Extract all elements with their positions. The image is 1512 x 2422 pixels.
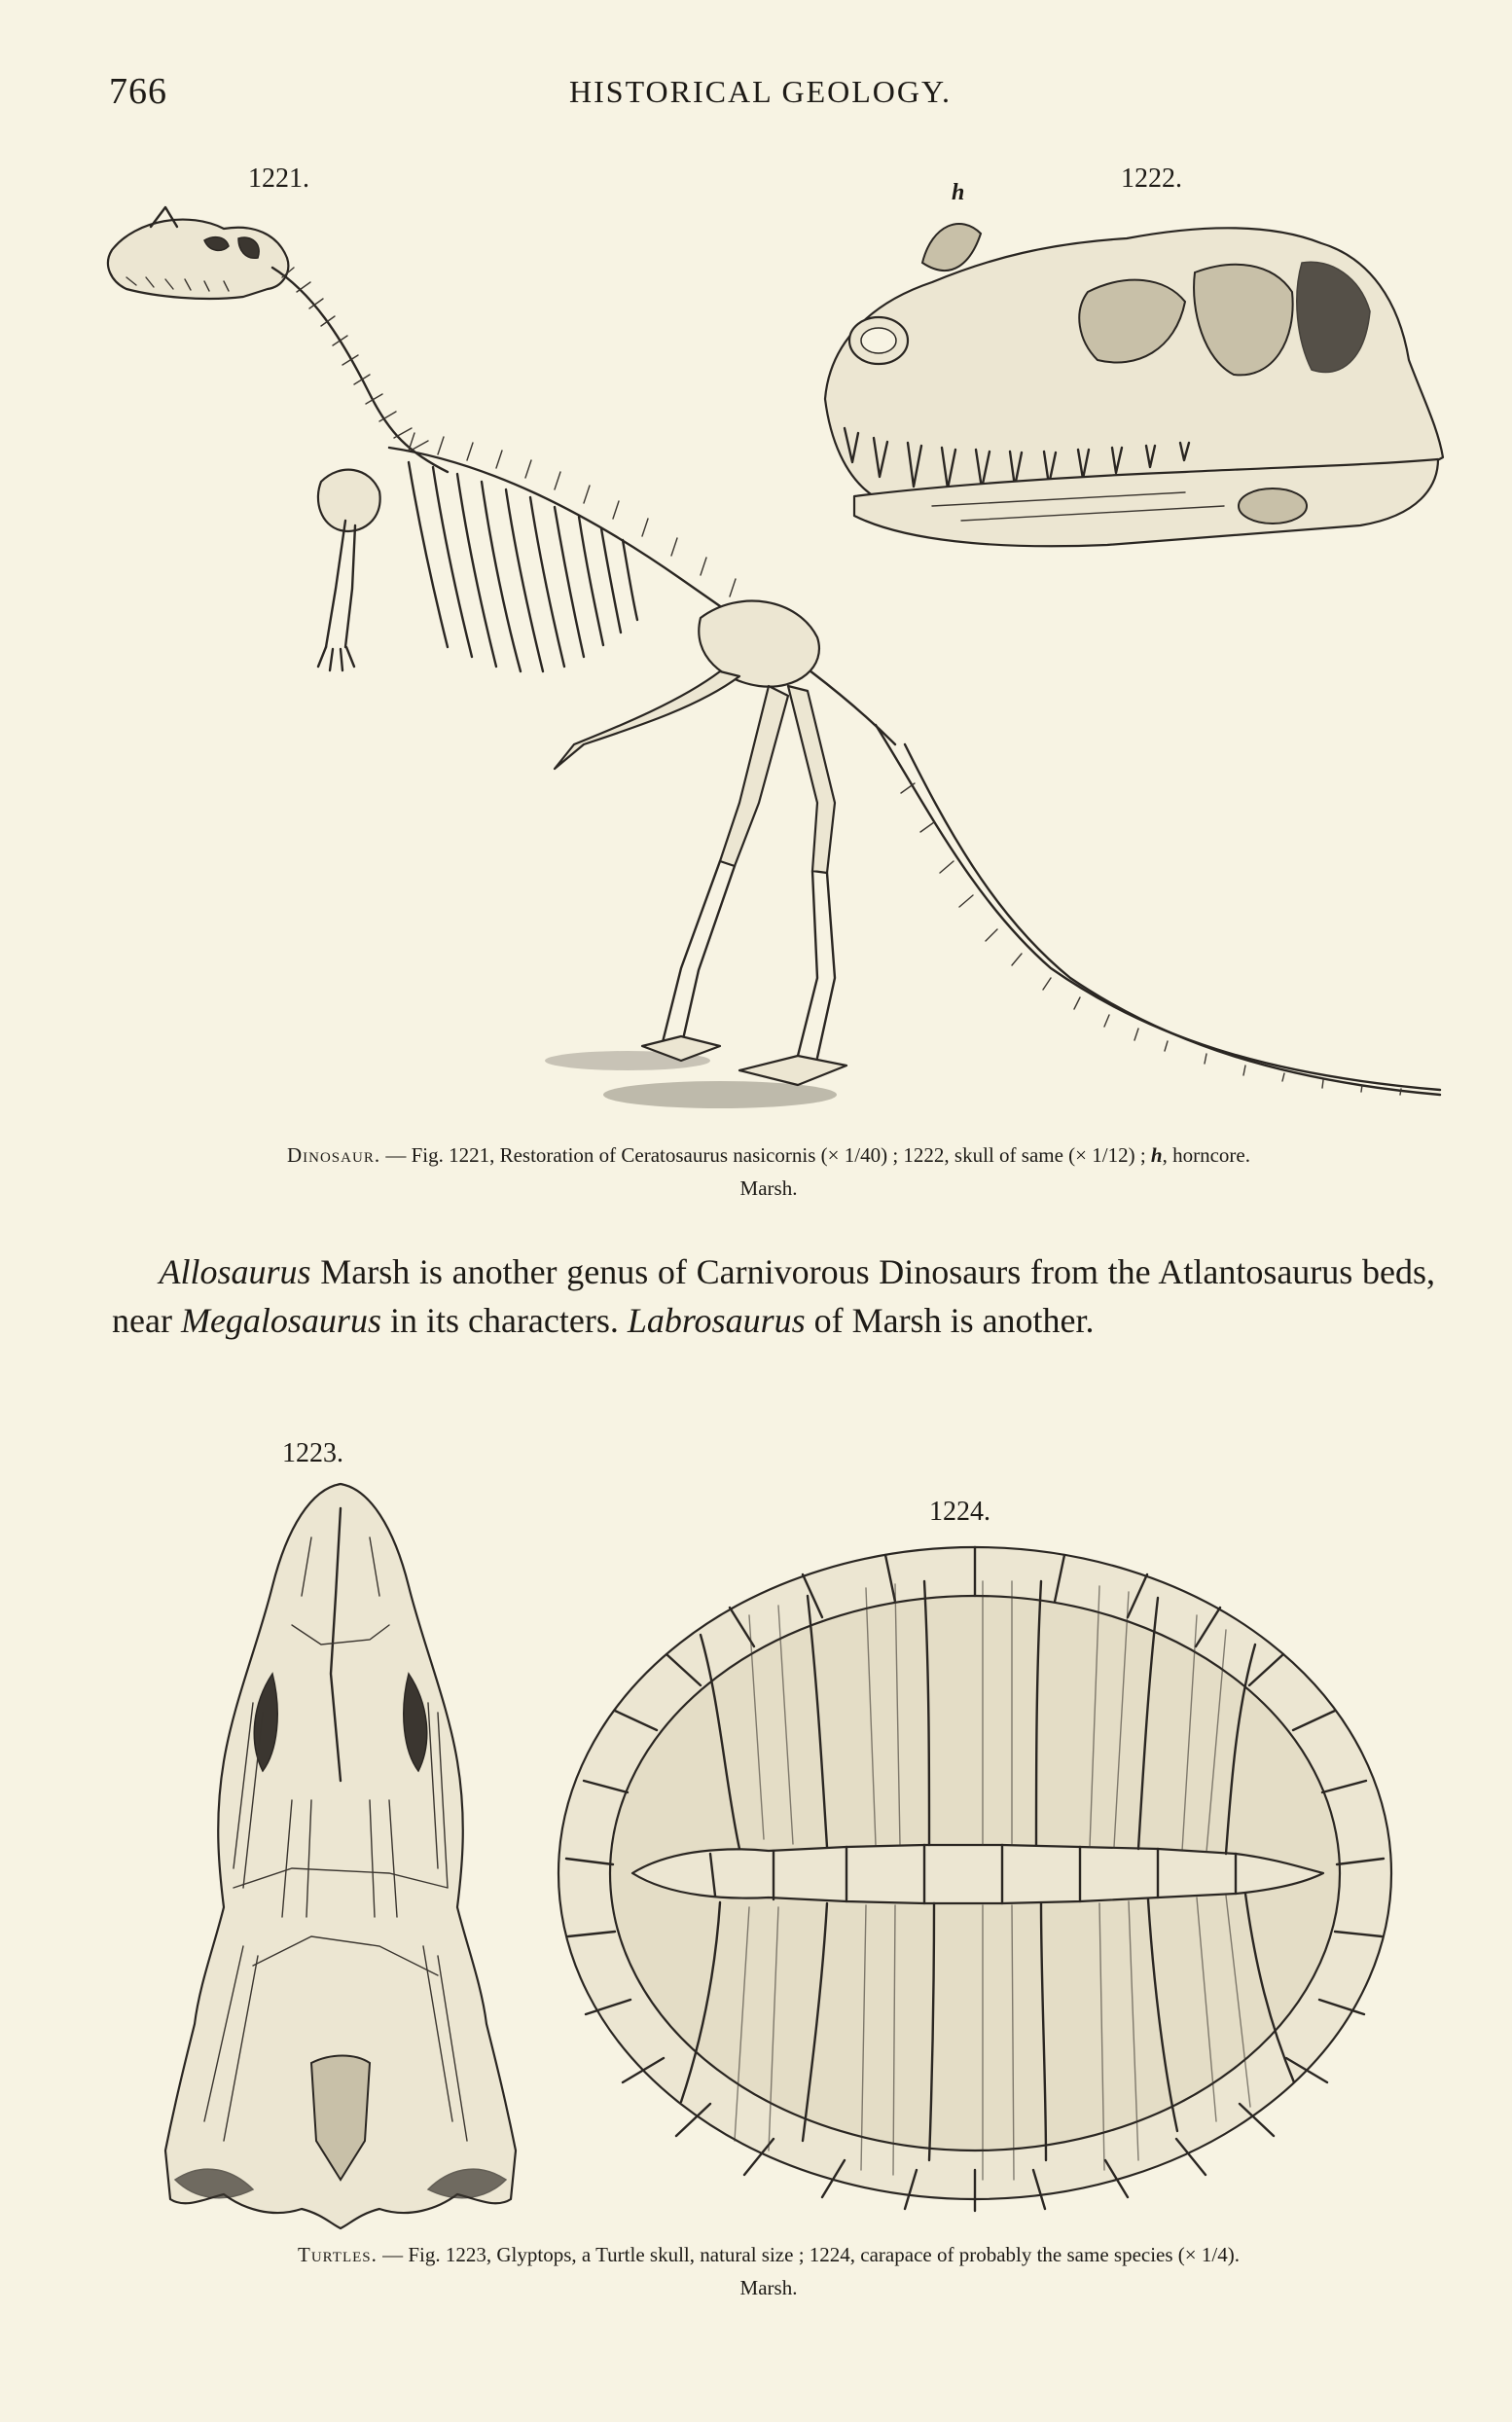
caption-turtles-text: — Fig. 1223, Glyptops, a Turtle skull, natural size ; 1224, carapace of probably the same species (× 1/4).	[377, 2243, 1240, 2266]
paragraph-part-2: in its characters.	[380, 1301, 628, 1340]
caption-turtles-heading: Turtles.	[298, 2243, 378, 2266]
running-title: HISTORICAL GEOLOGY.	[569, 74, 952, 109]
caption-dinosaur	[107, 1139, 1430, 1205]
figure-1224-label: 1224.	[929, 1497, 990, 1527]
figure-1222-label: 1222.	[1121, 163, 1182, 194]
body-paragraph	[112, 1247, 1435, 1345]
caption-dinosaur-text-end: , horncore.	[1162, 1143, 1250, 1167]
turtle-skull-illustration	[146, 1479, 535, 2228]
genus-megalosaurus: Megalosaurus	[180, 1301, 381, 1340]
caption-dinosaur-author: Marsh.	[739, 1176, 798, 1200]
horncore-annotation: h	[952, 180, 965, 205]
caption-dinosaur-h: h	[1150, 1143, 1163, 1167]
caption-turtles	[107, 2238, 1430, 2304]
caption-dinosaur-text: — Fig. 1221, Restoration of Ceratosaurus nasicornis (× 1/40) ; 1222, skull of same (× 1/12) ;	[380, 1143, 1151, 1167]
genus-labrosaurus: Labrosaurus	[627, 1301, 806, 1340]
figure-1221-label: 1221.	[248, 163, 309, 194]
caption-dinosaur-heading: Dinosaur.	[286, 1143, 381, 1167]
paragraph-part-1: Marsh is another genus of Carnivorous Dinosaurs from the Atlantosaurus beds, near	[112, 1252, 1435, 1340]
skull-illustration	[815, 204, 1458, 584]
figure-1223-label: 1223.	[282, 1438, 343, 1468]
page-number: 766	[109, 71, 167, 112]
carapace-illustration	[555, 1537, 1401, 2219]
genus-allosaurus: Allosaurus	[159, 1252, 311, 1291]
paragraph-part-3: of Marsh is another.	[805, 1301, 1095, 1340]
caption-turtles-author: Marsh.	[739, 2276, 798, 2299]
